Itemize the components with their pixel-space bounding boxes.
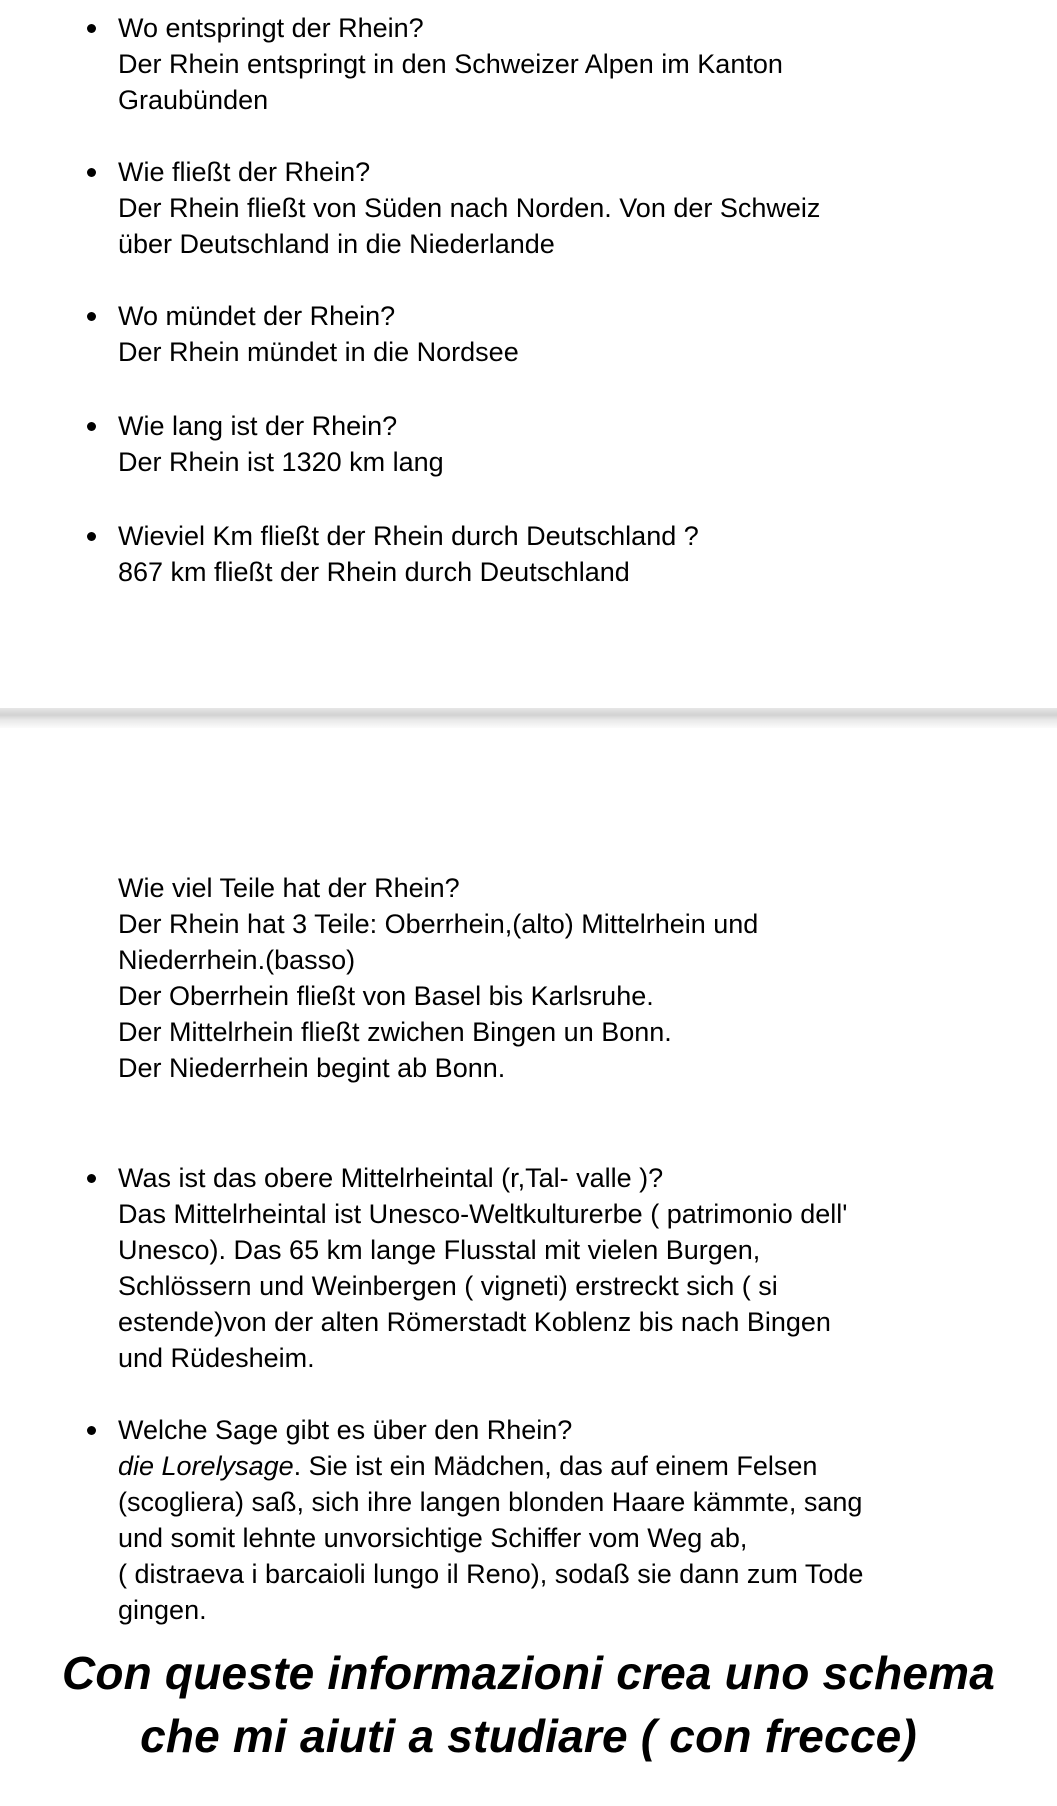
page-divider	[0, 708, 1057, 728]
answer-text: Der Rhein fließt von Süden nach Norden. Von der Schweiz über Deutschland in die Niederlande	[118, 193, 821, 259]
answer-text: Der Rhein entspringt in den Schweizer Alpen im Kanton Graubünden	[118, 49, 783, 115]
question-text: Wie fließt der Rhein?	[118, 157, 371, 187]
document-page-2	[0, 728, 1057, 1648]
question-text: Wie lang ist der Rhein?	[118, 411, 398, 441]
answer-text: Der Rhein mündet in die Nordsee	[118, 337, 519, 367]
answer-text	[118, 1448, 998, 1628]
answer-text: 867 km fließt der Rhein durch Deutschland	[118, 557, 630, 587]
caption-line-1: Con queste informazioni crea uno schema	[61, 1647, 996, 1699]
bullet-icon	[87, 312, 96, 321]
bullet-icon	[87, 532, 96, 541]
question-text: Welche Sage gibt es über den Rhein?	[118, 1415, 573, 1445]
bullet-icon	[87, 1426, 96, 1435]
question-text: Wo mündet der Rhein?	[118, 301, 396, 331]
italic-term: die Lorelysage	[118, 1451, 294, 1481]
answer-text: Der Rhein ist 1320 km lang	[118, 447, 444, 477]
answer-text: Der Rhein hat 3 Teile: Oberrhein,(alto) Mittelrhein und Niederrhein.(basso) Der Oberrhein fließt von Basel bis Karlsruhe. Der Mittelrhein fließt zwichen Bingen un Bonn. Der Niederrhein begint ab Bonn.	[118, 909, 759, 1083]
bullet-icon	[87, 1174, 96, 1183]
caption-text	[0, 1642, 1057, 1768]
question-text: Wieviel Km fließt der Rhein durch Deutschland ?	[118, 521, 699, 551]
question-text: Wo entspringt der Rhein?	[118, 13, 424, 43]
bullet-icon	[87, 24, 96, 33]
caption-line-2: che mi aiuti a studiare ( con frecce)	[140, 1710, 917, 1762]
document-page-1	[0, 0, 1057, 708]
question-text: Wie viel Teile hat der Rhein?	[118, 873, 460, 903]
answer-text: Das Mittelrheintal ist Unesco-Weltkulturerbe ( patrimonio dell' Unesco). Das 65 km lange Flusstal mit vielen Burgen, Schlössern und Weinbergen ( vigneti) erstreckt sich ( si estende)von der alten Römerstadt Koblenz bis nach Bingen und Rüdesheim.	[118, 1199, 848, 1373]
question-text: Was ist das obere Mittelrheintal (r,Tal- valle )?	[118, 1163, 664, 1193]
bullet-icon	[87, 422, 96, 431]
answer-rest: . Sie ist ein Mädchen, das auf einem Felsen (scogliera) saß, sich ihre langen blonden Haare kämmte, sang und somit lehnte unvorsichtige Schiffer vom Weg ab, ( distraeva i barcaioli lungo il Reno), sodaß sie dann zum Tode gingen.	[118, 1451, 864, 1625]
bullet-icon	[87, 168, 96, 177]
